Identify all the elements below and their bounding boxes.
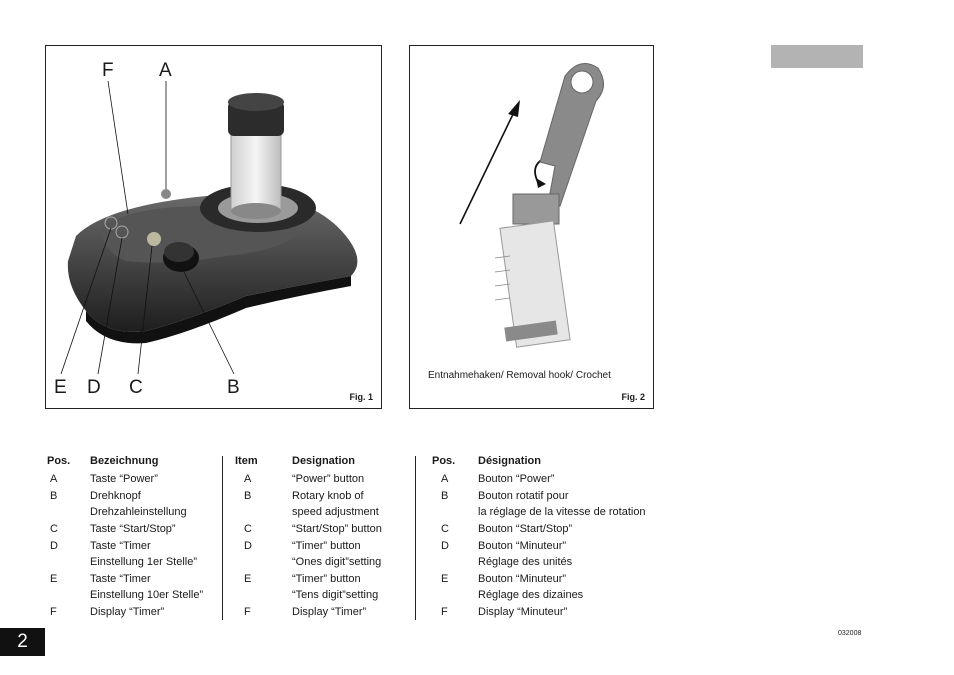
device-illustration xyxy=(46,46,381,408)
label-e: E xyxy=(54,377,67,398)
figure-1 xyxy=(45,45,382,409)
figure-2 xyxy=(409,45,654,409)
removal-hook-illustration xyxy=(410,46,653,408)
language-tab-bar xyxy=(771,45,863,68)
fig2-label: Fig. 2 xyxy=(621,392,645,402)
table-divider xyxy=(222,456,223,620)
document-code: 032008 xyxy=(838,630,862,637)
col-designation-header: Désignation xyxy=(478,455,541,467)
col-pos-header: Pos. xyxy=(47,455,71,467)
label-f: F xyxy=(102,60,114,81)
col-item-header: Item xyxy=(235,455,258,467)
col-pos-header: Pos. xyxy=(432,455,456,467)
label-c: C xyxy=(129,377,143,398)
table-divider xyxy=(415,456,416,620)
fig1-label: Fig. 1 xyxy=(349,392,373,402)
fig2-caption: Entnahmehaken/ Removal hook/ Crochet xyxy=(428,370,611,381)
label-b: B xyxy=(227,377,240,398)
col-designation-header: Designation xyxy=(292,455,355,467)
label-a: A xyxy=(159,60,172,81)
label-d: D xyxy=(87,377,101,398)
col-designation-header: Bezeichnung xyxy=(90,455,159,467)
page-number: 2 xyxy=(0,628,45,656)
